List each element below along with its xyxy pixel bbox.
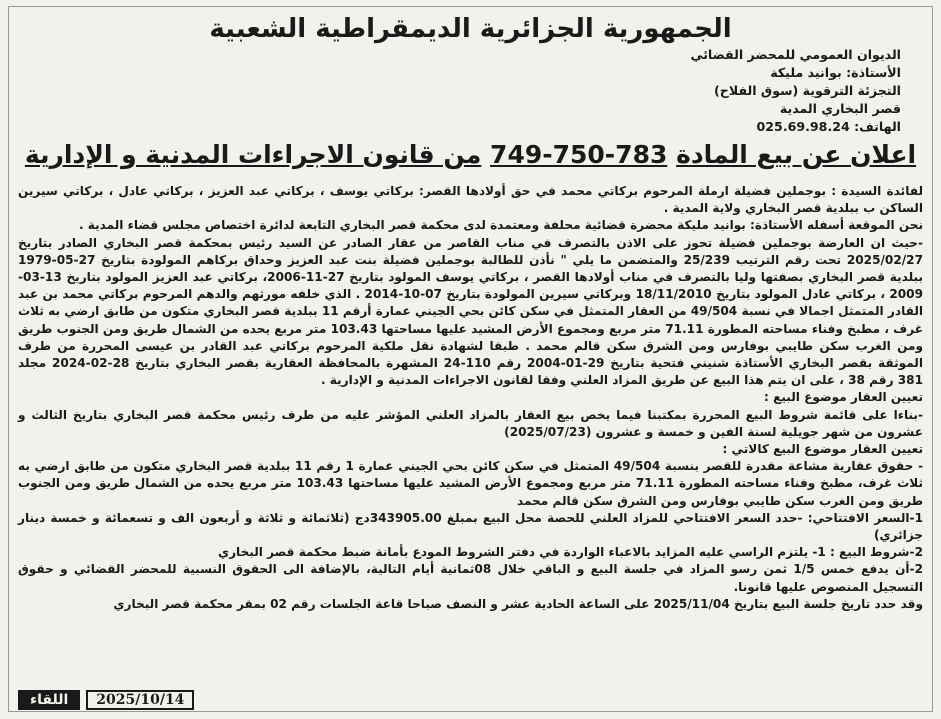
publication-date: 2025/10/14 (86, 690, 194, 710)
conditions-paragraph: -بناءا على قائمة شروط البيع المحررة بمكتبنا فيما يخص بيع العقار بالمزاد العلني المؤشر عليه من طرف رئيس محكمة قصر البخاري بتاريخ الثالث و عشرون من شهر جويلية لسنة الفين و خمسة و عشرون (2025/07/23) (18, 407, 923, 439)
headline-articles: 749-750-783 (490, 140, 668, 169)
property-paragraph: - حقوق عقارية مشاعة مقدرة للقصر بنسبة 49/504 المتمثل في سكن كائن بحي الجيني عمارة 1 رقم 11 ببلدية قصر البخاري متكون من طابق ارضي به ثلاث غرف، مطبخ وفناء مساحته المطورة 71.11 متر مربع ومجموع الأرض المشيد عليها مساحتها 103.43 متر مربع يحده من الشمال طريق ومن الجنوب طريق ومن الغرب سكن طايبي بوفارس ومن الشرق سكن قالم محمد (18, 459, 923, 508)
office-line: الأستاذة: بوانيد مليكة (770, 65, 901, 80)
section-heading: تعيين العقار موضوع البيع كالاتي : (722, 442, 923, 457)
section-heading: تعيين العقار موضوع البيع : (764, 390, 923, 405)
publication-name: اللقاء (18, 690, 80, 710)
bailiff-paragraph: نحن الموقعة أسفله الأستاذة: بوانيد مليكة محضرة قضائية محلفة ومعتمدة لدى محكمة قصر البخاري التابعة لدائرة اختصاص مجلس قضاء المدية . (78, 218, 923, 233)
announcement-headline (0, 140, 941, 169)
session-date-paragraph: وقد حدد تاريخ جلسة البيع بتاريخ 2025/11/04 على الساعة الحادية عشر و النصف صباحا قاعة الجلسات رقم 02 بمقر محكمة قصر البخاري (113, 596, 923, 611)
bailiff-office (601, 46, 901, 136)
office-line: الديوان العمومي للمحضر القضائي (690, 47, 901, 62)
beneficiary-paragraph: لفائدة السيدة : بوجملين فضيلة ارملة المرحوم بركاتي محمد في حق أولادها القصر: بركاتي يوسف ، بركاتي عبد العزيز ، بركاتي عادل ، بركاتي سيرين الساكن ب ببلدية قصر البخاري ولاية المدية . (18, 184, 923, 216)
republic-title: الجمهورية الجزائرية الديمقراطية الشعبية (209, 14, 732, 44)
office-phone: الهاتف: 025.69.98.24 (756, 119, 901, 134)
authorization-paragraph: -حيث ان العارضة بوجملين فضيلة تحوز على الاذن بالتصرف في مناب القاصر من عقار الصادر عن السيد رئيس بمحكمة قصر البخاري الصادر بتاريخ 2025/02/27 تحت رقم الترتيب 25/239 والمتضمن ما يلي " نأذن للطالبة بوجملين فضيلة بنت عبد العزيز وحداق بركاهم المولودة بتاريخ 27-05-1979 ببلدية قصر البخاري بصفتها وليا بالتصرف في مناب أولادها القصر ، بركاتي يوسف المولود بتاريخ 27-11-2006، بركاتي عبد العزيز المولود بتاريخ 13-03-2009 ، بركاتي عادل المولود بتاريخ 18/11/2010 وبركاتي سيرين المولودة بتاريخ 07-10-2014 . الذي خلفه مورثهم والدهم المرحوم بركاتي محمد بن عبد القادر المتمثل اجمالا في نسبة 49/504 من العقار المتمثل في سكن كائن بحي الجيني عمارة أرقم 11 ببلدية قصر البخاري متكون من طابق ارضي به ثلاث غرف ، مطبخ وفناء مساحته المطورة 71.11 متر مربع ومجموع الأرض المشيد عليها مساحتها 103.43 متر مربع يحده من الشمال طريق ومن الجنوب طريق ومن الغرب سكن طايبي بوفارس ومن الشرق سكن قالم محمد . طبقا لشهادة نقل ملكية المرحوم بركاتي عبد القادر بن عيسى المحررة من طرف الموثقة بقصر البخاري الأستاذة شنيني فتحية بتاريخ 29-01-2004 رقم 110-24 المشهرة بالمحافظة العقارية بقصر البخاري بتاريخ 28-02-2024 مجلد 381 رقم 38 ، على ان يتم هذا البيع عن طريق المزاد العلني وفقا لقانون الاجراءات المدنية و الإدارية . (18, 235, 924, 388)
headline-prefix: اعلان عن بيع المادة (676, 140, 917, 169)
office-line: قصر البخاري المدية (779, 101, 901, 116)
opening-price-paragraph: 1-السعر الافتتاحي: -حدد السعر الافتتاحي للمزاد العلني للحصة محل البيع بمبلغ 343905.00دج (ثلاثمائة و ثلاثة و أربعون الف و تسعمائة و خمسة دينار جزائري) (18, 510, 923, 543)
announcement-body (18, 183, 923, 613)
office-line: التجزئة الترقوية (سوق الفلاح) (714, 83, 901, 98)
headline-suffix: من قانون الاجراءات المدنية و الإدارية (24, 140, 482, 169)
publication-footer (18, 690, 194, 710)
sale-terms-paragraph: 2-شروط البيع : 1- يلتزم الراسي عليه المزايد بالاعباء الواردة في دفتر الشروط المودع بأمانة ضبط محكمة قصر البخاري (217, 545, 923, 560)
payment-paragraph: 2-أن يدفع خمس 1/5 ثمن رسو المزاد في جلسة البيع و الباقي خلال 08ثمانية أيام التالية، بالإضافة الى الحقوق النسبية للمحضر القضائي و حقوق التسجيل المنصوص عليها قانونا. (18, 562, 923, 594)
